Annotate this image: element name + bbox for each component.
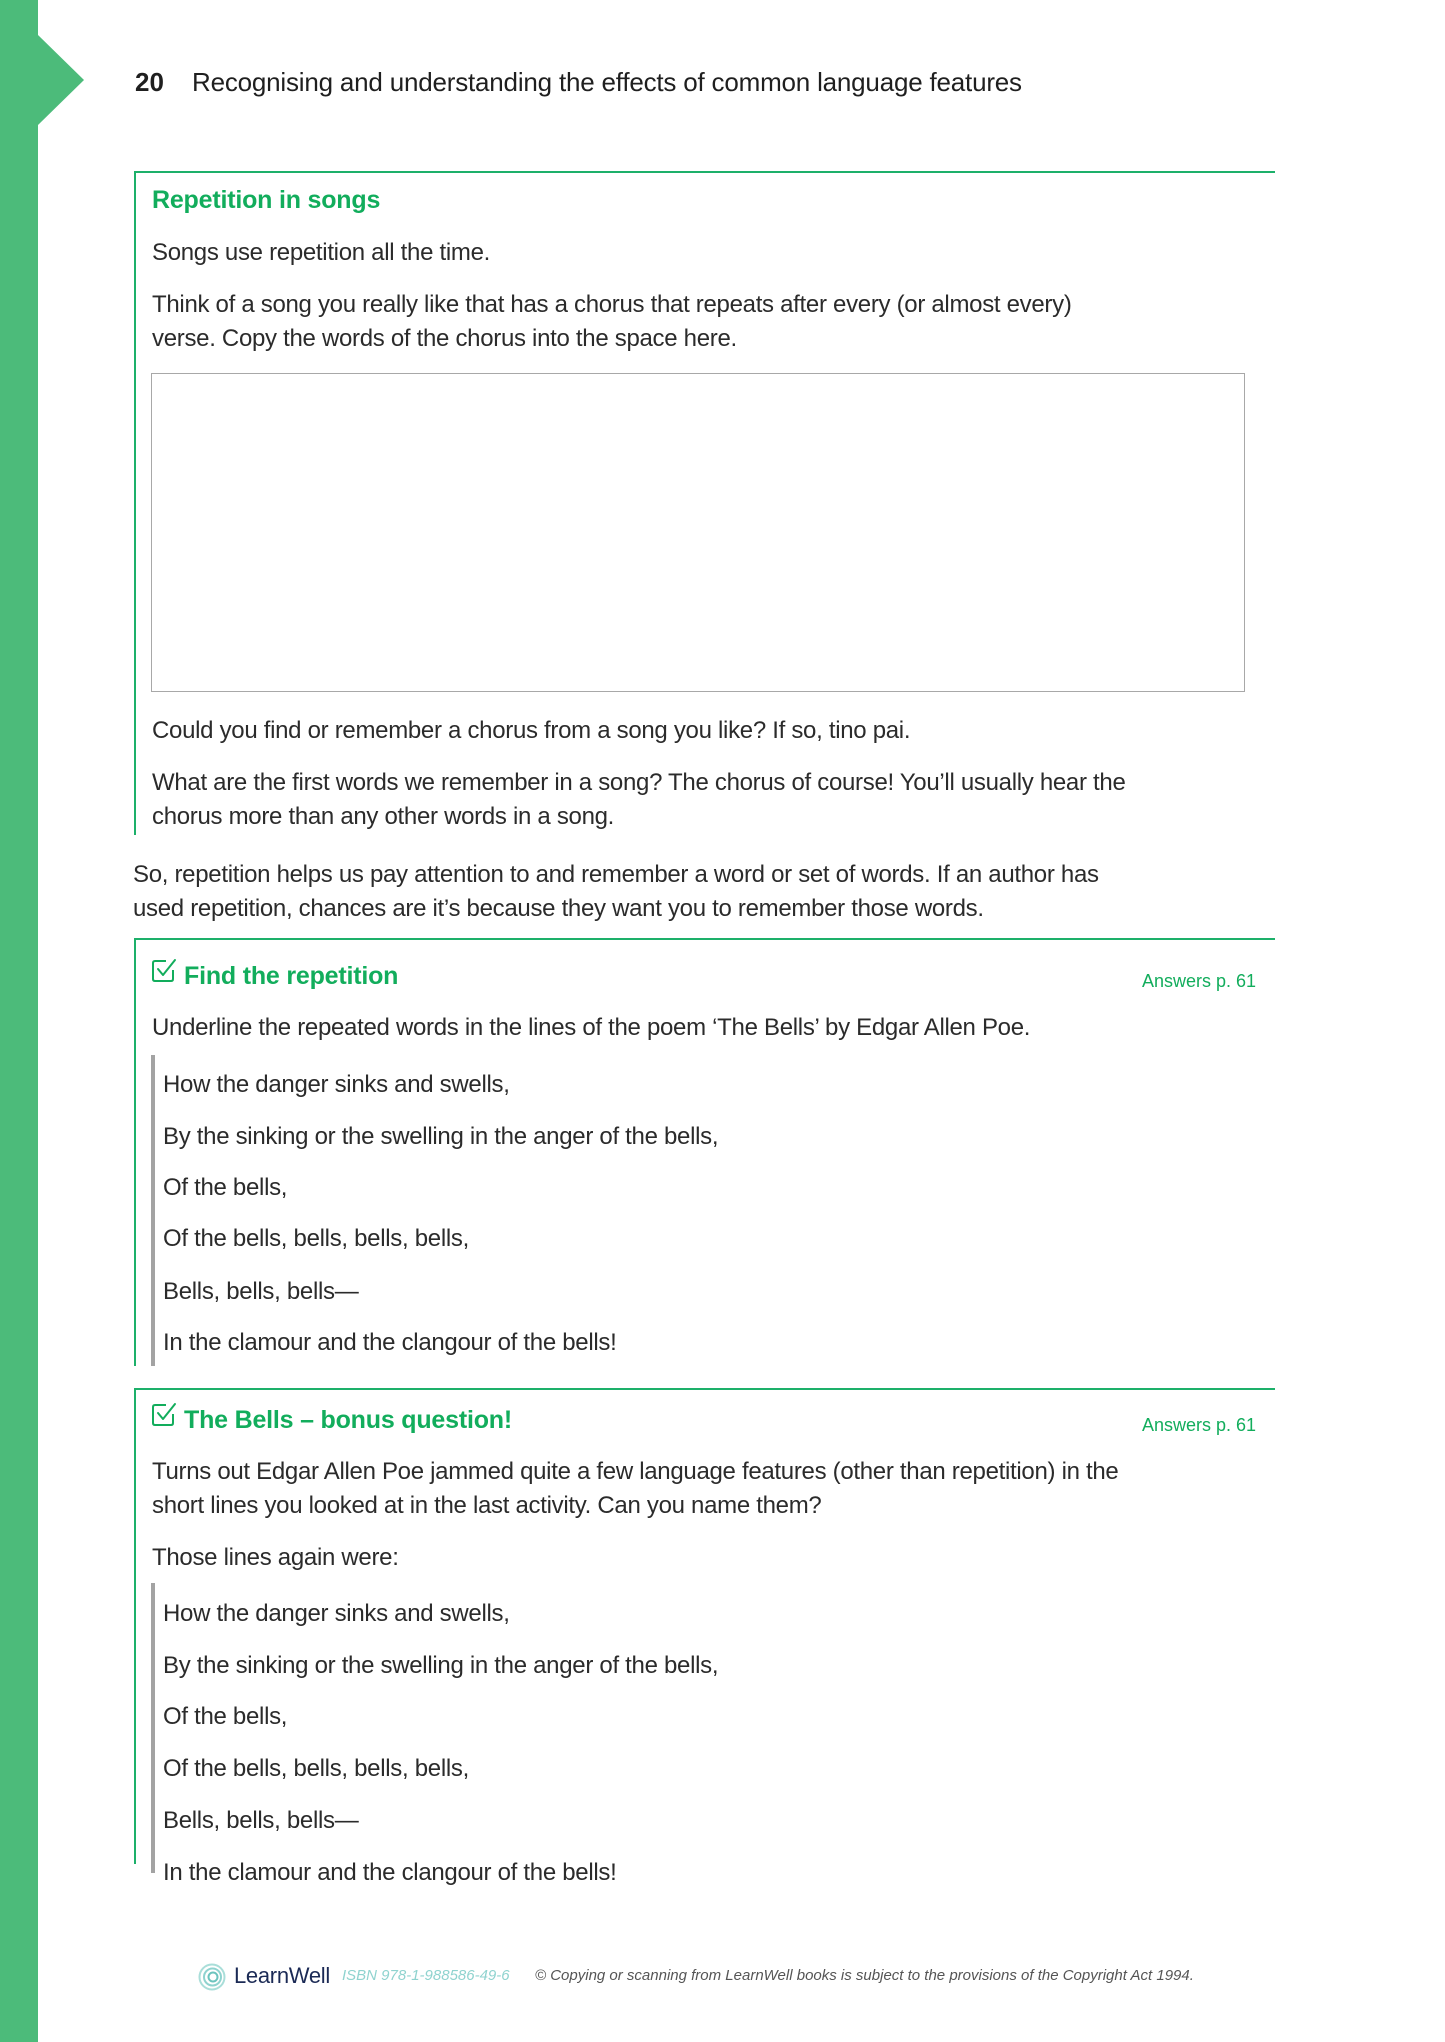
poem-line: How the danger sinks and swells,	[163, 1071, 510, 1098]
paragraph: verse. Copy the words of the chorus into the space here.	[152, 325, 737, 352]
poem-quote-bar	[151, 1055, 155, 1366]
footer-isbn: ISBN 978-1-988586-49-6	[342, 1967, 510, 1984]
activity-rule-top	[134, 1388, 1275, 1390]
poem-line: By the sinking or the swelling in the anger of the bells,	[163, 1123, 719, 1150]
page-title: Recognising and understanding the effects of common language features	[192, 67, 1022, 97]
activity-rule-left	[134, 1388, 136, 1864]
answers-page-link[interactable]: Answers p. 61	[1142, 1415, 1257, 1435]
footer-copyright: © Copying or scanning from LearnWell books is subject to the provisions of the Copyright Act 1994.	[535, 1967, 1194, 1984]
answers-page-link[interactable]: Answers p. 61	[1142, 971, 1257, 991]
poem-line: How the danger sinks and swells,	[163, 1600, 510, 1627]
paragraph: Think of a song you really like that has a chorus that repeats after every (or almost every)	[152, 291, 1072, 318]
poem-line: In the clamour and the clangour of the bells!	[163, 1329, 617, 1356]
page-number: 20	[135, 67, 164, 97]
checkbox-tick-icon	[151, 957, 177, 983]
spiral-logo-icon	[198, 1963, 226, 1991]
paragraph: Turns out Edgar Allen Poe jammed quite a few language features (other than repetition) in the	[152, 1458, 1119, 1485]
section-rule-top	[134, 171, 1275, 173]
activity-heading-bonus-question: The Bells – bonus question!	[184, 1406, 512, 1434]
page-chevron-icon	[38, 35, 84, 125]
poem-line: Of the bells,	[163, 1174, 288, 1201]
checkbox-tick-icon	[151, 1401, 177, 1427]
section-heading-repetition-in-songs: Repetition in songs	[152, 186, 381, 214]
activity-rule-top	[134, 938, 1275, 940]
chorus-answer-box[interactable]	[151, 373, 1245, 692]
paragraph: Songs use repetition all the time.	[152, 239, 490, 266]
paragraph: Those lines again were:	[152, 1544, 399, 1571]
paragraph: Could you find or remember a chorus from a song you like? If so, tino pai.	[152, 717, 911, 744]
activity-rule-left	[134, 938, 136, 1366]
poem-line: Bells, bells, bells—	[163, 1807, 359, 1834]
side-brand-bar	[0, 0, 38, 2042]
summary-paragraph: So, repetition helps us pay attention to and remember a word or set of words. If an author has	[133, 861, 1099, 888]
poem-line: By the sinking or the swelling in the anger of the bells,	[163, 1652, 719, 1679]
summary-paragraph: used repetition, chances are it’s because they want you to remember those words.	[133, 895, 984, 922]
activity-heading-find-repetition: Find the repetition	[184, 962, 399, 990]
section-rule-left	[134, 171, 136, 835]
poem-line: Of the bells,	[163, 1703, 288, 1730]
poem-line: Of the bells, bells, bells, bells,	[163, 1755, 469, 1782]
paragraph: chorus more than any other words in a song.	[152, 803, 615, 830]
footer-brand: LearnWell	[234, 1963, 330, 1988]
poem-quote-bar	[151, 1583, 155, 1873]
poem-line: In the clamour and the clangour of the bells!	[163, 1859, 617, 1886]
paragraph: What are the first words we remember in a song? The chorus of course! You’ll usually hear the	[152, 769, 1126, 796]
paragraph: short lines you looked at in the last activity. Can you name them?	[152, 1492, 822, 1519]
poem-line: Bells, bells, bells—	[163, 1278, 359, 1305]
instruction-text: Underline the repeated words in the lines of the poem ‘The Bells’ by Edgar Allen Poe.	[152, 1014, 1031, 1041]
poem-line: Of the bells, bells, bells, bells,	[163, 1225, 469, 1252]
